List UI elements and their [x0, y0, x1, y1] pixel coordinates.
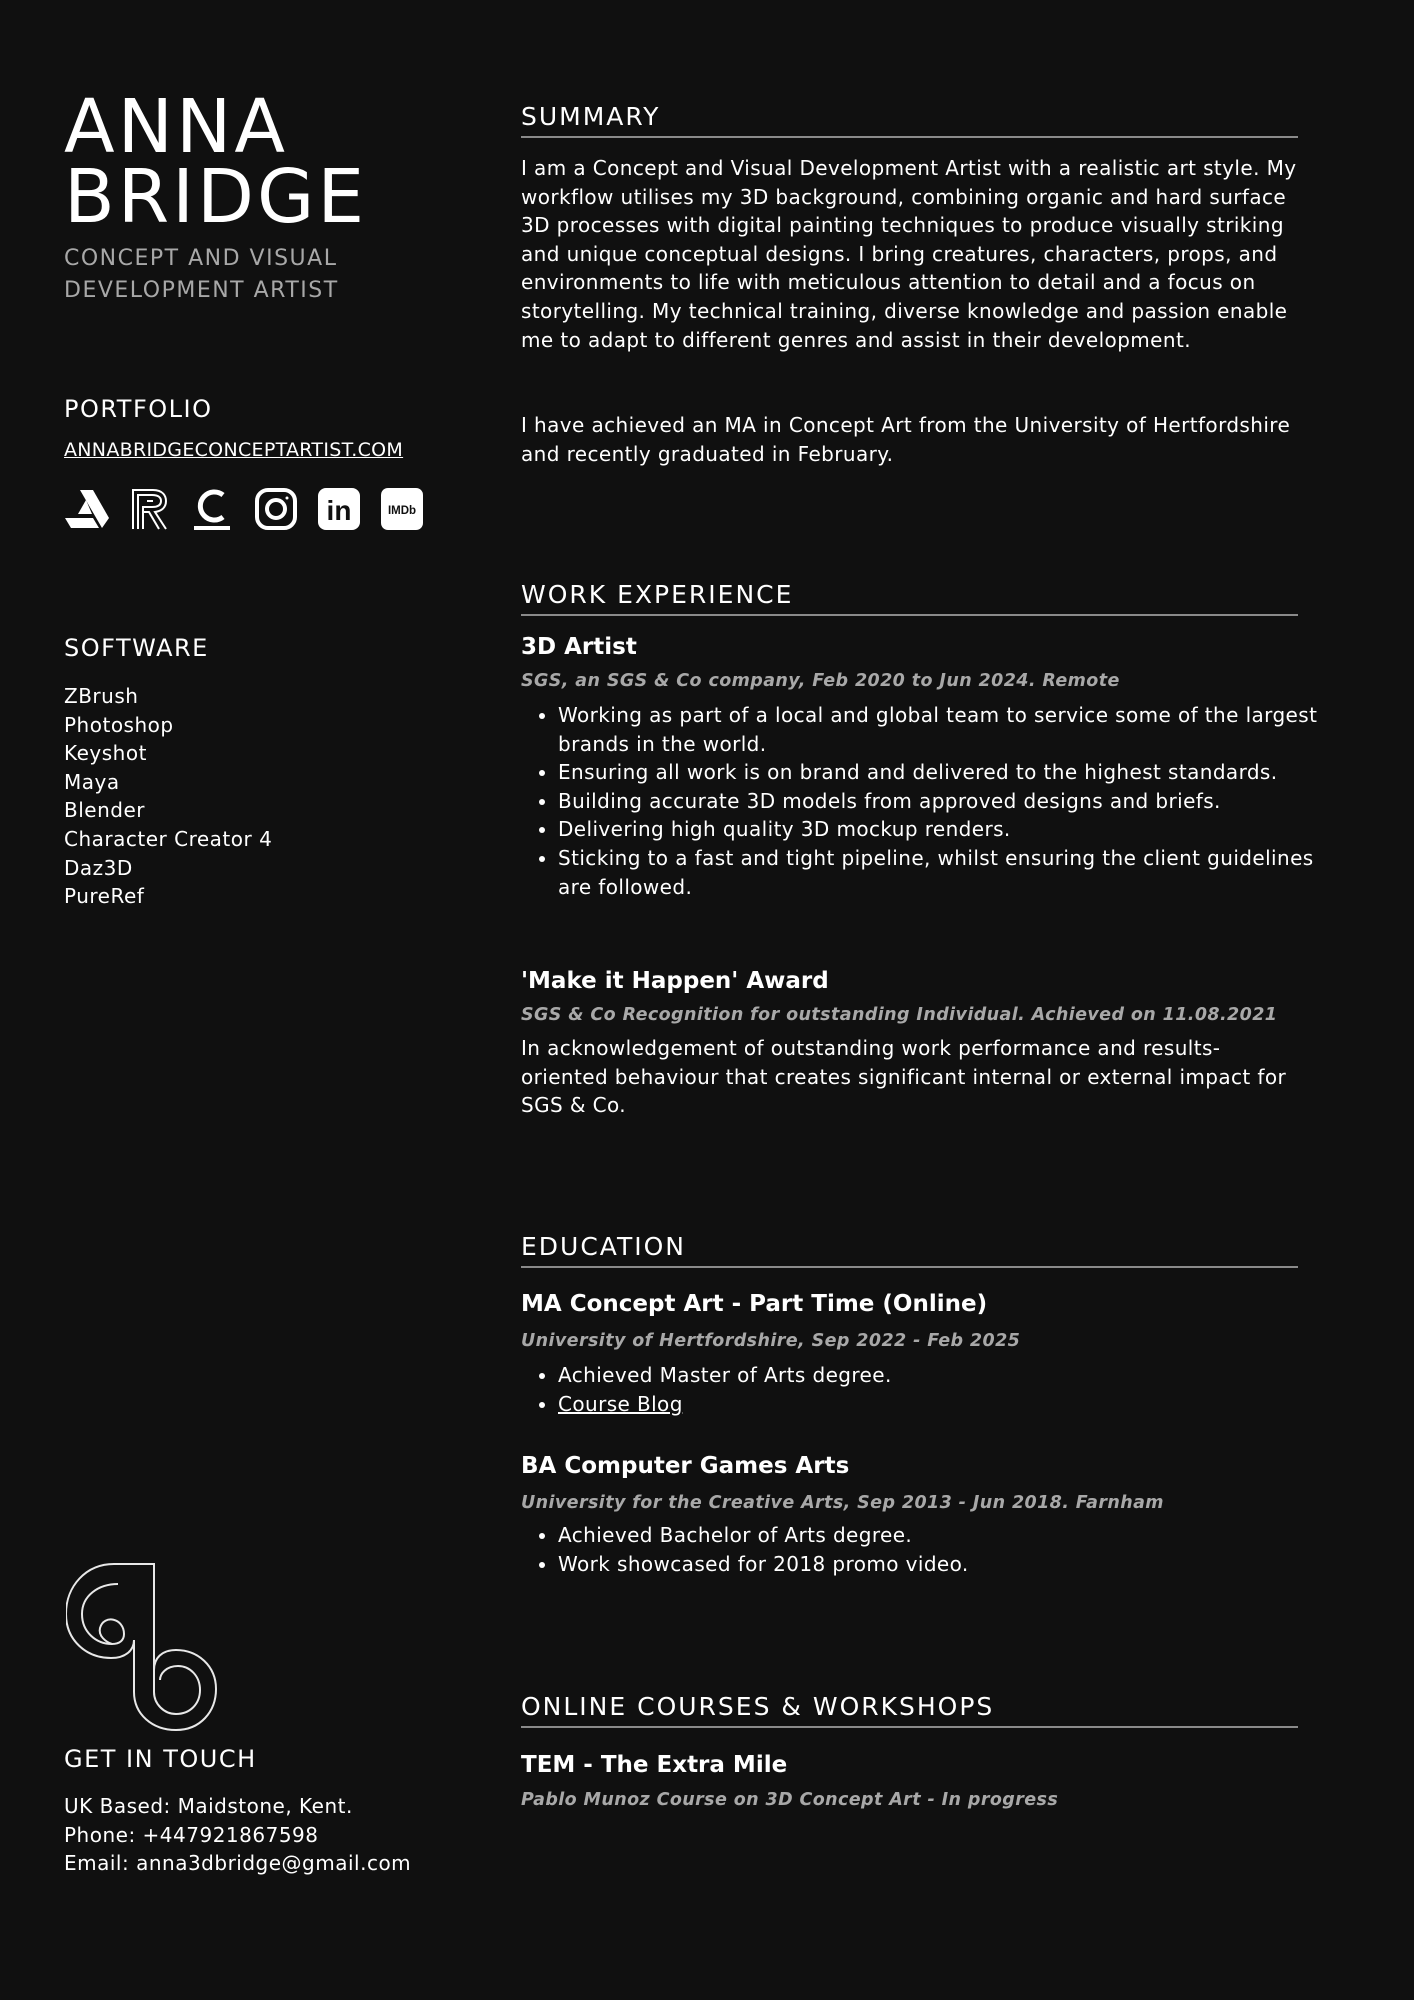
degree-subtitle-ma: University of Hertfordshire, Sep 2022 - Feb 2025: [521, 1331, 1021, 1351]
monogram-logo: [66, 1562, 218, 1736]
list-item: Photoshop: [64, 712, 174, 737]
course-title: TEM - The Extra Mile: [521, 1752, 788, 1778]
list-item: • Delivering high quality 3D mockup renders.: [558, 815, 1335, 844]
last-name: BRIDGE: [64, 154, 368, 240]
imdb-icon[interactable]: [379, 486, 424, 531]
summary-paragraph-2: I have achieved an MA in Concept Art from the University of Hertfordshire and recently graduated in February.: [521, 413, 1291, 466]
list-item: • Working as part of a local and global team to service some of the largest brands in the world.: [558, 701, 1335, 758]
social-icons: [64, 486, 424, 531]
list-item: • Achieved Master of Arts degree.: [558, 1361, 1335, 1390]
list-item: Character Creator 4: [64, 826, 273, 851]
work-heading: WORK EXPERIENCE: [521, 580, 1298, 616]
first-name: ANNA: [64, 84, 288, 170]
role-line-2: DEVELOPMENT ARTIST: [64, 278, 339, 303]
degree-title-ma: MA Concept Art - Part Time (Online): [521, 1291, 988, 1317]
contact-email[interactable]: Email: anna3dbridge@gmail.com: [64, 1851, 412, 1876]
course-subtitle: Pablo Munoz Course on 3D Concept Art - In progress: [521, 1790, 1059, 1810]
list-item: • Work showcased for 2018 promo video.: [558, 1550, 1335, 1579]
ma-bullets: [521, 1361, 1335, 1418]
list-item: Maya: [64, 769, 120, 794]
degree-title-ba: BA Computer Games Arts: [521, 1453, 850, 1479]
list-item: • Sticking to a fast and tight pipeline, whilst ensuring the client guidelines are followed.: [558, 844, 1335, 901]
courses-heading: ONLINE COURSES & WORKSHOPS: [521, 1692, 1298, 1728]
award-text: In acknowledgement of outstanding work performance and results-oriented behaviour that creates significant internal or external impact for SGS & Co.: [521, 1036, 1287, 1118]
contact-details: [64, 1792, 411, 1878]
list-item: • Achieved Bachelor of Arts degree.: [558, 1521, 1335, 1550]
software-heading: SOFTWARE: [64, 634, 209, 662]
award-title: 'Make it Happen' Award: [521, 968, 829, 994]
role-line-1: CONCEPT AND VISUAL: [64, 246, 338, 271]
portfolio-link[interactable]: ANNABRIDGECONCEPTARTIST.COM: [64, 439, 404, 461]
education-heading: EDUCATION: [521, 1232, 1298, 1268]
list-item: Daz3D: [64, 855, 133, 880]
portfolio-heading: PORTFOLIO: [64, 395, 213, 423]
list-item: [558, 1390, 1335, 1419]
list-item: Keyshot: [64, 741, 147, 766]
list-item: Blender: [64, 798, 145, 823]
contact-location: UK Based: Maidstone, Kent.: [64, 1794, 353, 1818]
instagram-icon[interactable]: [253, 486, 298, 531]
summary-paragraph-1: I am a Concept and Visual Development Artist with a realistic art style. My workflow utilises my 3D background, combining organic and hard surface 3D processes with digital painting techniques to produce visually striking and unique conceptual designs. I bring creatures, characters, props, and environments to life with meticulous attention to detail and a focus on storytelling. My technical training, diverse knowledge and passion enable me to adapt to different genres and assist in their development.: [521, 156, 1297, 352]
job-subtitle: SGS, an SGS & Co company, Feb 2020 to Jun 2024. Remote: [521, 671, 1120, 691]
list-item: ZBrush: [64, 684, 139, 708]
list-item: • Building accurate 3D models from approved designs and briefs.: [558, 787, 1335, 816]
contact-phone: Phone: +447921867598: [64, 1822, 319, 1847]
linkedin-icon[interactable]: [316, 486, 361, 531]
software-list: [64, 682, 272, 911]
summary-heading: SUMMARY: [521, 102, 1298, 138]
list-item: • Ensuring all work is on brand and delivered to the highest standards.: [558, 758, 1335, 787]
contact-heading: GET IN TOUCH: [64, 1745, 257, 1773]
name-heading: [64, 84, 368, 240]
job-title: 3D Artist: [521, 634, 637, 660]
artstation-icon[interactable]: [64, 486, 109, 531]
list-item: PureRef: [64, 884, 145, 909]
job-bullets: [521, 701, 1335, 901]
ba-bullets: [521, 1521, 1335, 1578]
award-subtitle: SGS & Co Recognition for outstanding Individual. Achieved on 11.08.2021: [521, 1005, 1278, 1025]
svg-text:IMDb: IMDb: [387, 504, 416, 517]
degree-subtitle-ba: University for the Creative Arts, Sep 2013 - Jun 2018. Farnham: [521, 1493, 1164, 1513]
rookies-icon[interactable]: [127, 486, 172, 531]
svg-text:in: in: [326, 494, 351, 526]
course-blog-link[interactable]: Course Blog: [558, 1391, 683, 1416]
job-role: [64, 243, 339, 307]
cara-icon[interactable]: [190, 486, 235, 531]
